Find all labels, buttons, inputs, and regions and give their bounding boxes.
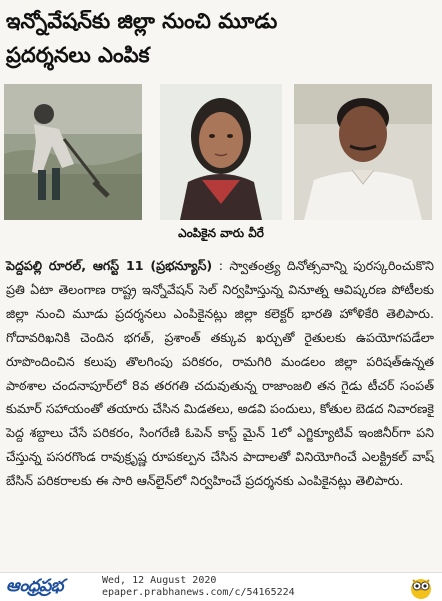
epaper-url[interactable]: epaper.prabhanews.com/c/54165224 (102, 587, 295, 598)
photo-engineer (294, 84, 432, 220)
article-text: : స్వాతంత్ర్య దినోత్సవాన్ని పురస్కరించుకొని ప్రతి ఏటా తెలంగాణ రాష్ట్ర ఇన్నోవేషన్ సెల్ నిర్వహిస్తున్న వినూత్న ఆవిష్కరణ పోటీలకు జిల్లా నుంచి మూడు ప్రదర్శనలు ఎంపికైనట్లు జిల్లా కలెక్టర్ భారతి హోళికేరి తెలిపారు. గోదావరిఖనికి చెందిన భగత్, ప్రశాంత్ తక్కువ ఖర్చుతో రైతులకు ఉపయోగపడేలా రూపొందించిన కలుపు తొలగింపు పరికరం, రామగిరి మండలం జిల్లా పరిషత్ఉన్నత పాఠశాల చందనాపూర్‌లో 8వ తరగతి చదువుతున్న రాజాంజలి తన గైడు టీచర్ సంపత్ కుమార్ సహాయంతో తయారు చేసిన మిడతలు, అడవి పందులు, కోతుల బెడద నివారణకై పెద్ద శబ్దాలు చేసే పరికరం, సింగరేణి ఓపెన్ కాస్ట్ మైన్ 1లో ఎగ్జిక్యూటివ్ ఇంజినీర్‌గా పని చేస్తున్న పసరగొండ రావుక్రృష్ణ రూపకల్పన చేసిన పాదాలతో వినియోగించే ఎలక్ట్రికల్ వాష్ బేసిన్ పరికరాలకు ఈ సారి ఆన్‌లైన్‌లో నిర్వహించే ప్రదర్శనకు ఎంపికైనట్లు తెలిపారు. (6, 258, 434, 489)
owl-icon (408, 574, 434, 600)
dateline: పెద్దపల్లి రూరల్, ఆగస్ట్ 11 (ప్రభన్యూస్) (6, 258, 213, 273)
photo-caption: ఎంపికైన వారు వీరే (178, 226, 264, 240)
photo-farmer (4, 84, 142, 220)
photo-student (160, 84, 282, 220)
headline: ఇన్నోవేషన్‌కు జిల్లా నుంచి మూడు ప్రదర్శనలు ఎంపిక (6, 9, 278, 67)
epaper-footer (0, 572, 442, 601)
article-body (6, 254, 434, 493)
footer-meta (102, 575, 295, 599)
edition-date: Wed, 12 August 2020 (102, 575, 217, 586)
newspaper-logo: ఆంధ్రప్రభ (6, 576, 64, 596)
